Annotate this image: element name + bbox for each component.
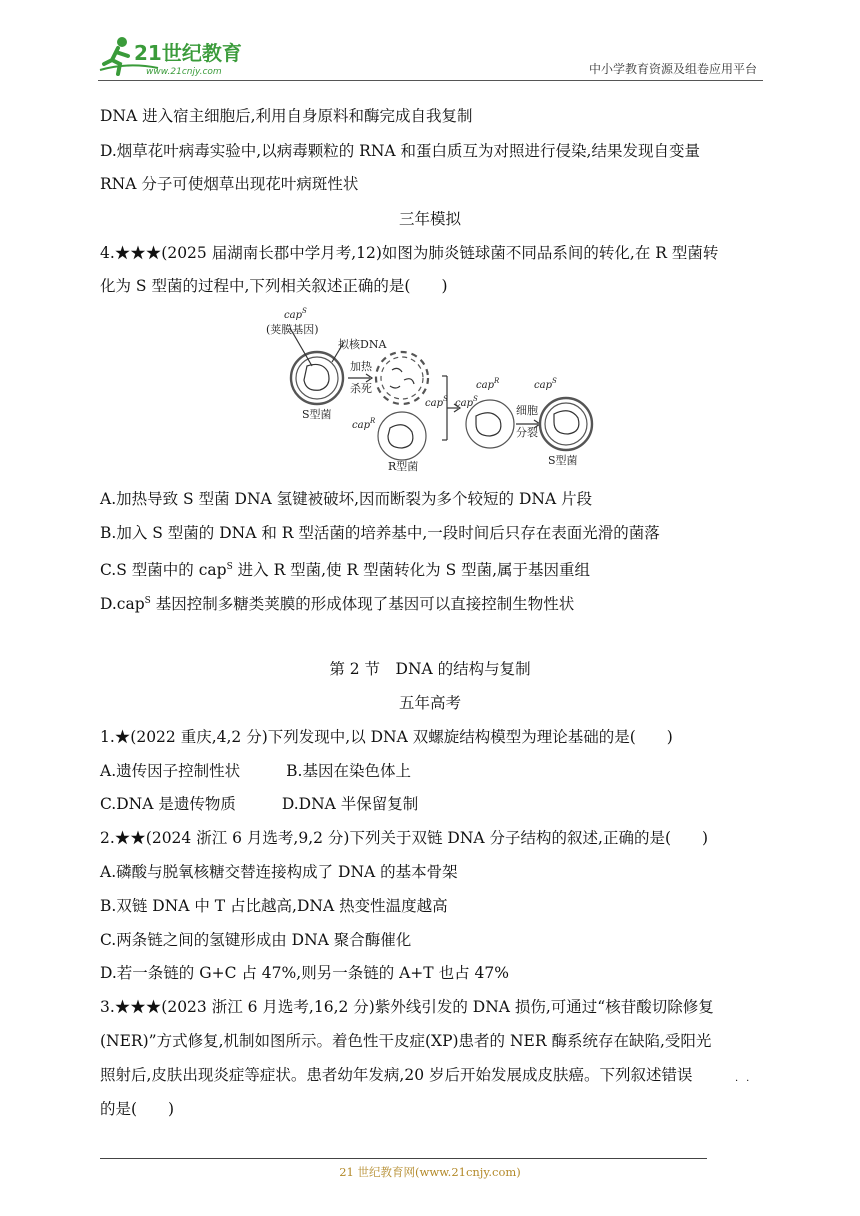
question-4-cont: 化为 S 型菌的过程中,下列相关叙述正确的是( ) [100, 277, 448, 295]
s-type-label: S型菌 [302, 408, 332, 421]
option-c: C.S 型菌中的 cap$^S$ 进入 R 型菌,使 R 型菌转化为 S 型菌,属于基因重组 [100, 561, 591, 579]
svg-text:capS: cap$^S$ [455, 395, 478, 409]
cap-s-sup: S [301, 307, 307, 315]
option-a: A.磷酸与脱氧核糖交替连接构成了 DNA 的基本骨架 [100, 863, 458, 881]
heat-label: 加热 [350, 360, 372, 373]
s-type-label-2: S型菌 [548, 454, 578, 467]
option-a: A.加热导致 S 型菌 DNA 氢键被破坏,因而断裂为多个较短的 DNA 片段 [100, 490, 593, 508]
option-d: D.烟草花叶病毒实验中,以病毒颗粒的 RNA 和蛋白质互为对照进行侵染,结果发现自变量 [100, 142, 700, 160]
option-b: B.双链 DNA 中 T 占比越高,DNA 热变性温度越高 [100, 897, 448, 915]
question-4: 4.★★★(2025 届湖南长郡中学月考,12)如图为肺炎链球菌不同品系间的转化,在 R 型菌转 [100, 244, 719, 262]
platform-name: 中小学教育资源及组卷应用平台 [588, 62, 757, 76]
question-3-cont: 照射后,皮肤出现炎症等症状。患者幼年发病,20 岁后开始发展成皮肤癌。下列叙述错误 [100, 1066, 693, 1084]
question-3-cont: (NER)”方式修复,机制如图所示。着色性干皮症(XP)患者的 NER 酶系统存在缺陷,受阳光 [100, 1032, 712, 1050]
option-c: C.两条链之间的氢键形成由 DNA 聚合酶催化 [100, 931, 412, 949]
option-d: D.若一条链的 G+C 占 47%,则另一条链的 A+T 也占 47% [100, 964, 509, 982]
transformation-diagram [262, 306, 602, 476]
cap-r-label: cap [352, 420, 370, 431]
logo-text: 21世纪教育 [134, 41, 242, 65]
svg-text:capS: cap$^S$ [425, 395, 448, 409]
emphasis-dots: ·· [735, 1076, 758, 1087]
capsule-gene-label: (荚膜基因) [266, 323, 319, 336]
option-b: B.加入 S 型菌的 DNA 和 R 型活菌的培养基中,一段时间后只存在表面光滑的菌落 [100, 524, 660, 542]
question-1: 1.★(2022 重庆,4,2 分)下列发现中,以 DNA 双螺旋结构模型为理论基础的是( ) [100, 728, 673, 746]
logo-url: www.21cnjy.com [146, 67, 222, 77]
nucleoid-dna-label: 拟核DNA [338, 338, 387, 351]
question-2: 2.★★(2024 浙江 6 月选考,9,2 分)下列关于双链 DNA 分子结构的叙述,正确的是( ) [100, 829, 709, 847]
option-d: D.cap$^S$ 基因控制多糖类荚膜的形成体现了基因可以直接控制生物性状 [100, 595, 575, 613]
question-3: 3.★★★(2023 浙江 6 月选考,16,2 分)紫外线引发的 DNA 损伤,可通过“核苷酸切除修复 [100, 998, 714, 1016]
cap-r-sup: R [369, 417, 376, 425]
section-heading: 五年高考 [398, 694, 461, 712]
21cnjy-logo [98, 34, 268, 78]
r-type-label: R型菌 [388, 460, 419, 473]
section-title: 第 2 节 DNA 的结构与复制 [329, 660, 531, 678]
question-3-cont: 的是( ) [100, 1100, 175, 1118]
svg-text:capR [352, 417, 376, 431]
section-heading: 三年模拟 [398, 210, 461, 228]
cap-s-label: cap [284, 310, 302, 321]
text-line: RNA 分子可使烟草出现花叶病斑性状 [100, 175, 359, 193]
svg-text:capS [284, 307, 307, 321]
q1-options-row2: C.DNA 是遗传物质 D.DNA 半保留复制 [100, 795, 419, 813]
svg-text:分裂: 分裂 [516, 426, 538, 439]
header-divider [98, 80, 763, 81]
text-line: DNA 进入宿主细胞后,利用自身原料和酶完成自我复制 [100, 107, 473, 125]
cell-division-label: 细胞 [516, 404, 538, 417]
svg-text:capR: cap$^R$ [476, 377, 500, 391]
q1-options-row1: A.遗传因子控制性状 B.基因在染色体上 [100, 762, 411, 780]
footer-text: 21 世纪教育网(www.21cnjy.com) [339, 1165, 521, 1179]
footer-divider [100, 1158, 707, 1159]
kill-label: 杀死 [350, 382, 372, 395]
page-header [98, 34, 763, 80]
svg-text:capS: cap$^S$ [534, 377, 557, 391]
